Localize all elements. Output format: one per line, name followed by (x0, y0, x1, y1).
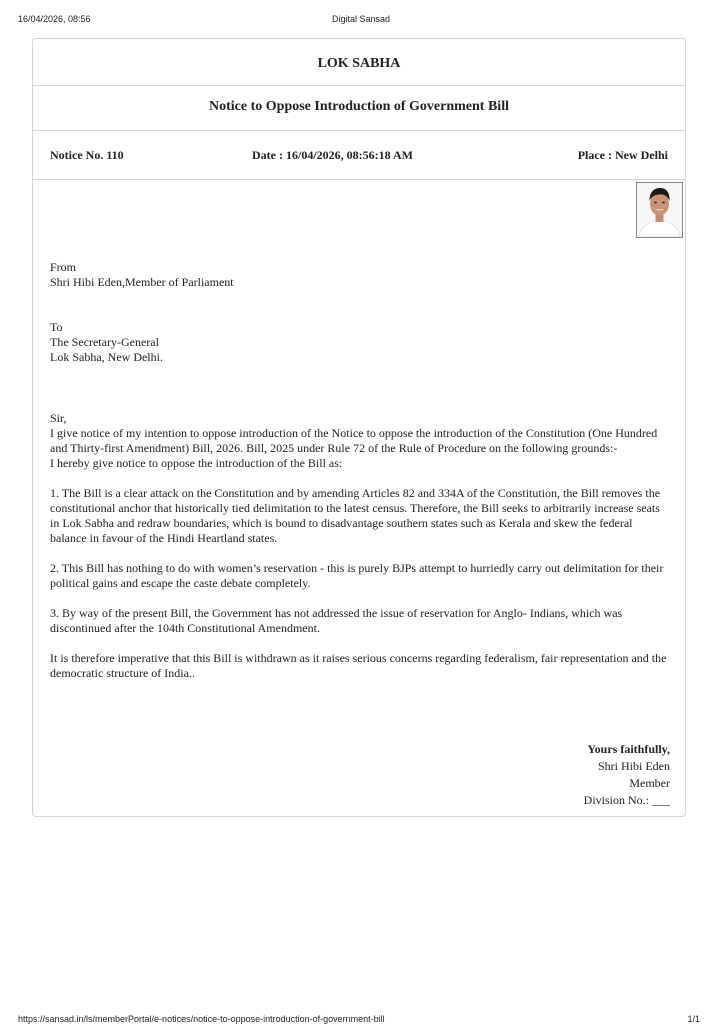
closing-line: Yours faithfully, (587, 742, 670, 756)
to-recipient: The Secretary-General (50, 335, 159, 349)
notice-date: Date : 16/04/2026, 08:56:18 AM (252, 148, 413, 162)
notice-number: Notice No. 110 (50, 148, 124, 162)
notice-card (32, 38, 686, 817)
from-name: Shri Hibi Eden,Member of Parliament (50, 275, 234, 289)
signoff-block (584, 741, 670, 809)
intro-paragraph: I give notice of my intention to oppose introduction of the Notice to oppose the introduction of the Constitution (One Hundred and Thirty-first Amendment) Bill, 2026. Bill, 2025 under Rule 72 of the Rule of Procedure on the following grounds:- (50, 426, 658, 455)
to-block (50, 320, 670, 365)
print-url: https://sansad.in/ls/memberPortal/e-notices/notice-to-oppose-introduction-of-government-bill (18, 1014, 385, 1024)
from-label: From (50, 260, 77, 274)
to-label: To (50, 320, 63, 334)
conclusion-paragraph: It is therefore imperative that this Bill is withdrawn as it raises serious concerns regarding federalism, fair representation and the democratic structure of India.. (50, 651, 667, 680)
salutation: Sir, (50, 411, 67, 425)
member-portrait-icon (637, 183, 682, 237)
house-title: LOK SABHA (317, 56, 401, 71)
from-block (50, 260, 670, 290)
print-page-number: 1/1 (687, 1014, 700, 1024)
title-row (33, 39, 685, 86)
print-footer (0, 1014, 722, 1026)
print-datetime: 16/04/2026, 08:56 (18, 14, 91, 24)
ground-point-1: 1. The Bill is a clear attack on the Constitution and by amending Articles 82 and 334A of the Constitution, the Bill removes the constitutional anchor that historically tied delimitation to the latest census. Therefore, the Bill seeks to arbitrarily increase seats in Lok Sabha and redraw boundaries, which is bound to disadvantage southern states such as Kerala and skew the federal balance in favour of the Hindi Heartland states. (50, 486, 661, 545)
notice-place: Place : New Delhi (577, 148, 668, 162)
print-header (0, 14, 722, 26)
division-number: Division No.: ___ (583, 793, 670, 807)
ground-point-2: 2. This Bill has nothing to do with women’s reservation - this is purely BJPs attempt to hurriedly carry out delimitation for their political gains and escape the caste debate completely. (50, 561, 664, 590)
subject-row (33, 85, 685, 131)
ground-point-3: 3. By way of the present Bill, the Government has not addressed the issue of reservation for Anglo- Indians, which was discontinued after the 104th Constitutional Amendment. (50, 606, 623, 635)
print-site-title: Digital Sansad (331, 14, 391, 24)
letter-body (50, 411, 670, 681)
signatory-designation: Member (629, 776, 670, 790)
meta-row (33, 130, 685, 180)
signatory-name: Shri Hibi Eden (598, 759, 670, 773)
intro-paragraph-2: I hereby give notice to oppose the introduction of the Bill as: (50, 456, 343, 470)
to-address: Lok Sabha, New Delhi. (50, 350, 163, 364)
member-photo (636, 182, 683, 238)
notice-subject: Notice to Oppose Introduction of Government Bill (209, 99, 509, 114)
